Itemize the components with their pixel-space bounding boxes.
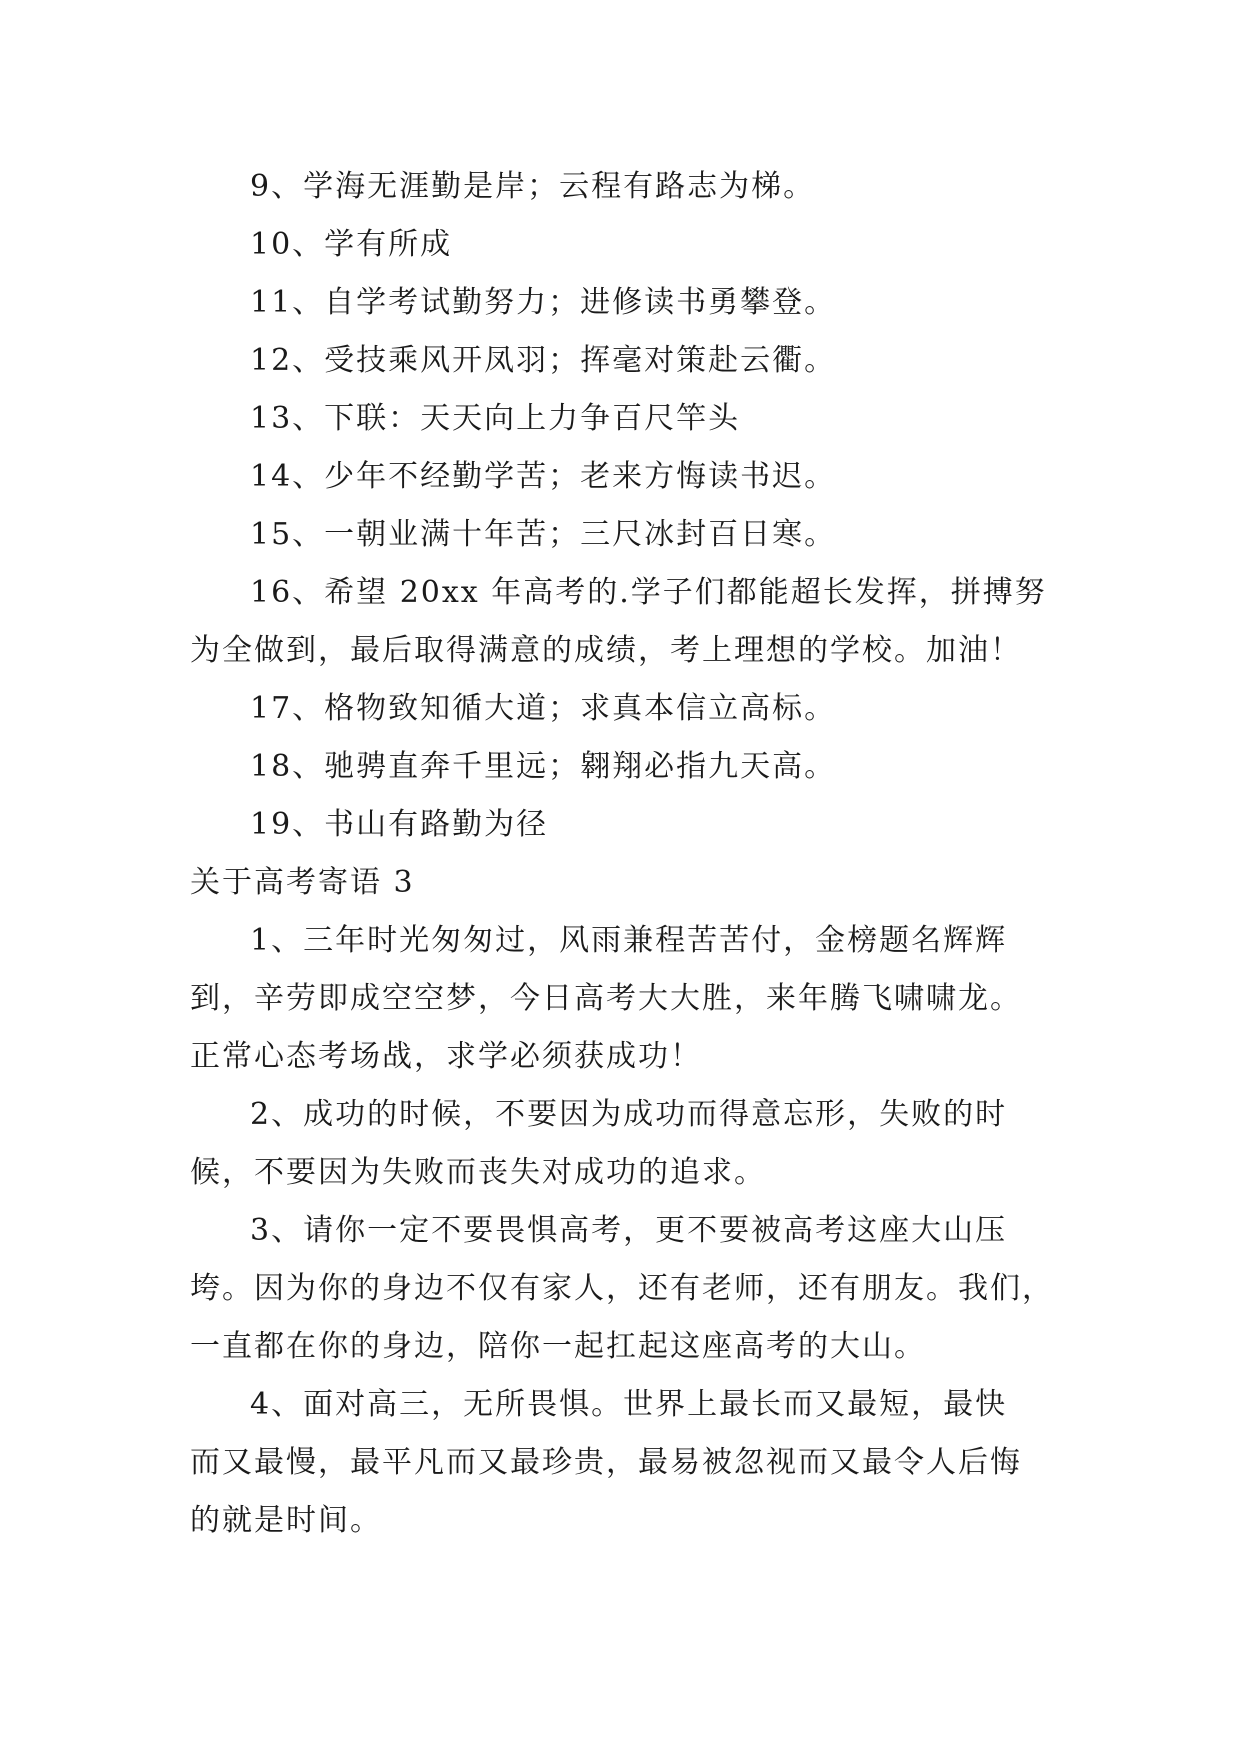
paragraph-line: 的就是时间。 [190,1503,382,1538]
list-item-12: 12、受技乘风开凤羽；挥毫对策赴云衢。 [250,343,837,378]
paragraph-3 [190,1202,1060,1376]
list-item-13: 13、下联：天天向上力争百尺竿头 [250,401,741,436]
paragraph-1 [190,912,1060,1086]
paragraph-line: 2、成功的时候，不要因为成功而得意忘形，失败的时 [250,1097,1008,1132]
paragraph-line: 而又最慢，最平凡而又最珍贵，最易被忽视而又最令人后悔 [190,1445,1022,1480]
document-body [190,158,1060,1550]
list-item-10: 10、学有所成 [250,227,453,262]
list-item-15: 15、一朝业满十年苦；三尺冰封百日寒。 [250,517,837,552]
section-title: 关于高考寄语 3 [190,865,415,900]
paragraph-line: 候，不要因为失败而丧失对成功的追求。 [190,1155,766,1190]
list-item-16-line-1: 16、希望 20xx 年高考的.学子们都能超长发挥，拼搏努 [250,575,1047,610]
paragraph-line: 1、三年时光匆匆过，风雨兼程苦苦付，金榜题名辉辉 [250,923,1008,958]
list-item-11: 11、自学考试勤努力；进修读书勇攀登。 [250,285,837,320]
list-item-19: 19、书山有路勤为径 [250,807,549,842]
paragraph-line: 一直都在你的身边，陪你一起扛起这座高考的大山。 [190,1329,926,1364]
paragraph-line: 到，辛劳即成空空梦，今日高考大大胜，来年腾飞啸啸龙。 [190,981,1022,1016]
paragraph-line: 垮。因为你的身边不仅有家人，还有老师，还有朋友。我们， [190,1271,1054,1306]
paragraph-line: 3、请你一定不要畏惧高考，更不要被高考这座大山压 [250,1213,1008,1248]
list-item-14: 14、少年不经勤学苦；老来方悔读书迟。 [250,459,837,494]
list-item-17: 17、格物致知循大道；求真本信立高标。 [250,691,837,726]
paragraph-2 [190,1086,1060,1202]
paragraph-line: 正常心态考场战，求学必须获成功！ [190,1039,702,1074]
list-item-16-line-2: 为全做到，最后取得满意的成绩，考上理想的学校。加油！ [190,633,1022,668]
paragraph-4 [190,1376,1060,1550]
paragraph-line: 4、面对高三，无所畏惧。世界上最长而又最短，最快 [250,1387,1008,1422]
list-item-9: 9、学海无涯勤是岸；云程有路志为梯。 [250,169,816,204]
list-item-18: 18、驰骋直奔千里远；翱翔必指九天高。 [250,749,837,784]
